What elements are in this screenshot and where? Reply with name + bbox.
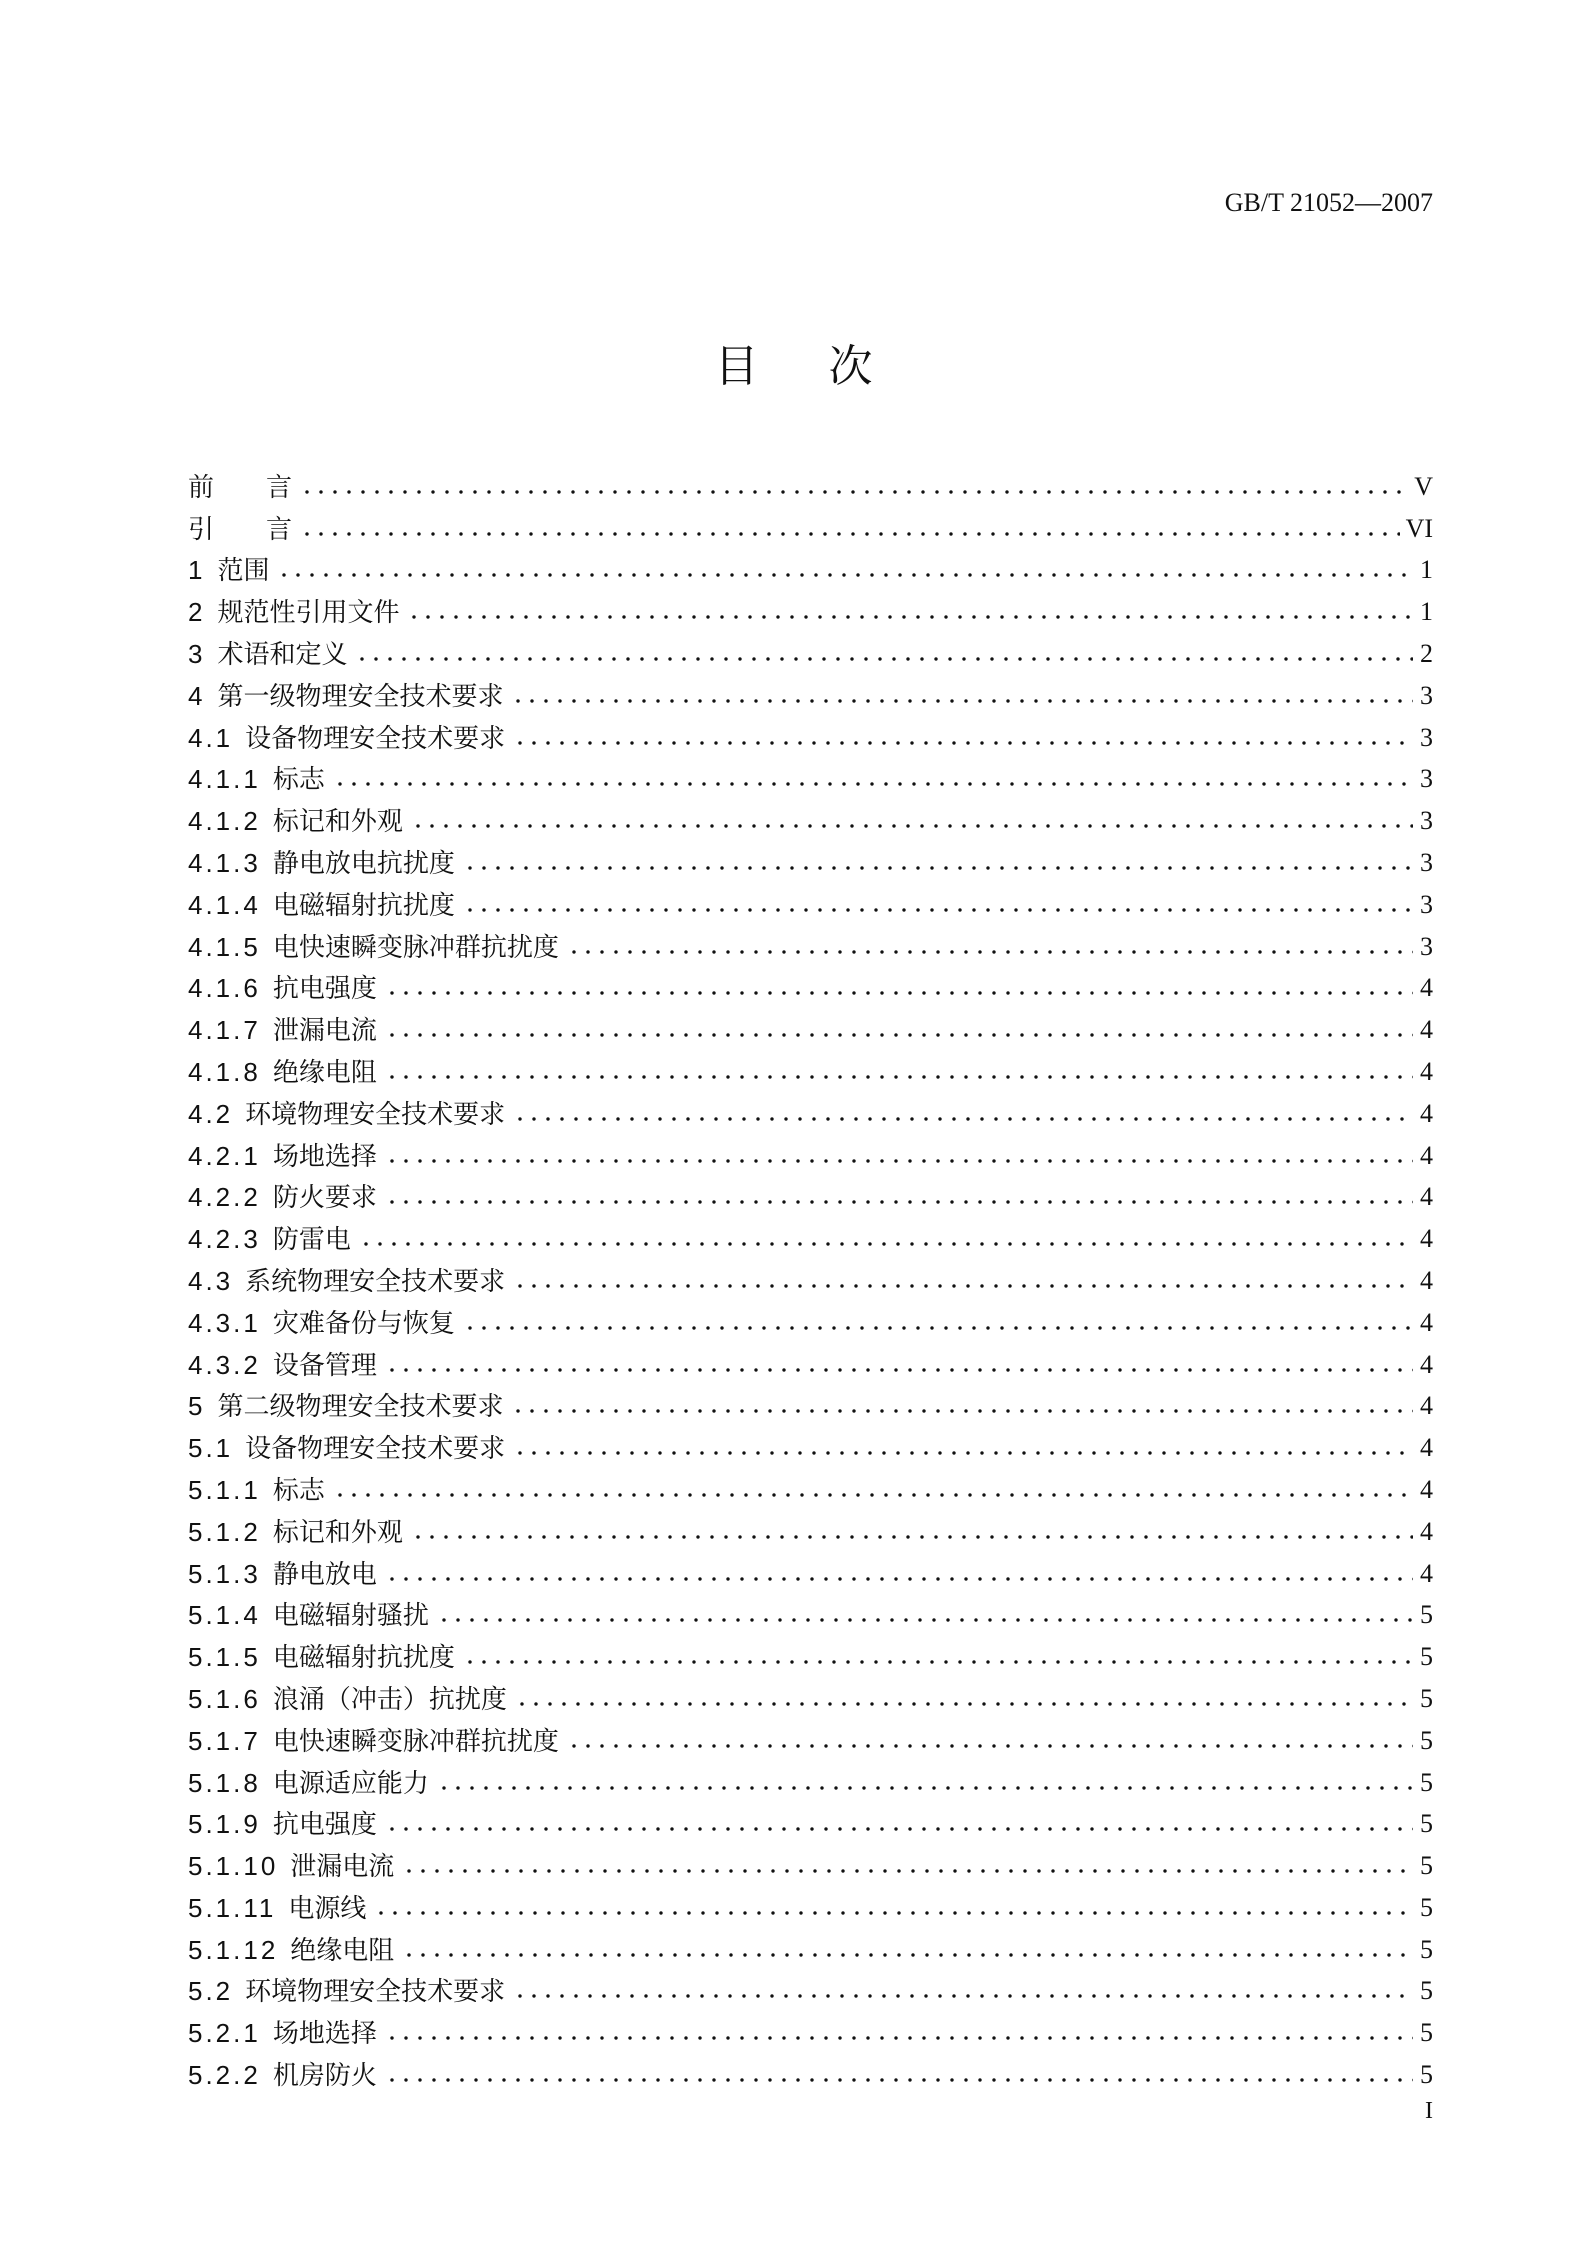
dot-leader [463,1658,1413,1666]
toc-entry-page: 5 [1420,1767,1433,1797]
toc-entry-label: 场地选择 [272,2018,377,2049]
toc-entry-page: 4 [1420,1098,1433,1128]
toc-entry-label: 标志 [272,764,325,795]
toc-entry-label: 标志 [272,1474,325,1505]
toc-entry-number: 5.1.8 [188,1767,261,1798]
toc-entry[interactable] [188,1758,1433,1800]
dot-leader [385,1073,1413,1081]
toc-entry-page: 5 [1420,1642,1433,1672]
toc-entry-label: 设备管理 [272,1349,377,1380]
toc-entry-number: 4 [188,680,206,711]
toc-entry-page: 4 [1420,1182,1433,1212]
toc-entry[interactable] [188,1173,1433,1215]
toc-entry[interactable] [188,1632,1433,1674]
toc-entry-number: 5 [188,1391,206,1422]
toc-entry-label: 绝缘电阻 [290,1934,395,1965]
dot-leader [513,739,1413,747]
dot-leader [385,2076,1413,2084]
toc-entry-number: 5.1.12 [188,1934,279,1965]
toc-entry-label: 泄漏电流 [272,1015,377,1046]
toc-entry[interactable] [188,587,1433,629]
toc-entry-label: 抗电强度 [272,1809,377,1840]
dot-leader [385,1157,1413,1165]
toc-entry[interactable] [188,713,1433,755]
toc-entry-label: 浪涌（冲击）抗扰度 [272,1683,507,1714]
toc-entry-page: 4 [1420,1015,1433,1045]
toc-entry-label: 电磁辐射抗扰度 [272,889,455,920]
toc-entry-label: 灾难备份与恢复 [272,1307,455,1338]
dot-leader [277,571,1413,579]
toc-entry[interactable] [188,504,1433,546]
toc-entry-label: 标记和外观 [272,806,403,837]
dot-leader [567,1742,1413,1750]
toc-entry-number: 2 [188,597,206,628]
toc-entry[interactable] [188,1549,1433,1591]
toc-entry-label: 电磁辐射骚扰 [272,1600,429,1631]
toc-entry-label: 范围 [217,555,270,586]
toc-entry-label: 系统物理安全技术要求 [245,1265,506,1296]
toc-entry-number: 4.1.3 [188,847,261,878]
toc-entry-number: 4.3 [188,1265,234,1296]
toc-entry-label: 防雷电 [272,1224,351,1255]
dot-leader [385,2034,1413,2042]
toc-entry-label: 前 言 [188,471,293,502]
dot-leader [513,1992,1413,2000]
toc-entry-page: 5 [1420,1600,1433,1630]
toc-entry-page: 5 [1420,1809,1433,1839]
toc-entry-number: 4.2.1 [188,1140,261,1171]
dot-leader [333,780,1413,788]
toc-entry-page: 5 [1420,1851,1433,1881]
toc-entry-label: 电源线 [288,1892,367,1923]
toc-entry-label: 标记和外观 [272,1516,403,1547]
toc-entry-page: 5 [1420,2060,1433,2090]
toc-entry-label: 抗电强度 [272,973,377,1004]
dot-leader [300,488,1408,496]
toc-entry-number: 4.1.2 [188,806,261,837]
toc-entry-page: 4 [1420,1558,1433,1588]
toc-entry-page: 4 [1420,1516,1433,1546]
toc-entry-page: VI [1405,513,1433,543]
toc-entry[interactable] [188,462,1433,504]
toc-entry-page: 5 [1420,1934,1433,1964]
toc-entry-label: 第二级物理安全技术要求 [217,1391,504,1422]
toc-entry-number: 5.2.1 [188,2018,261,2049]
toc-entry[interactable] [188,1214,1433,1256]
toc-entry-label: 绝缘电阻 [272,1056,377,1087]
toc-entry-number: 4.1.5 [188,931,261,962]
toc-entry-number: 5.1.7 [188,1725,261,1756]
toc-entry-page: 1 [1420,555,1433,585]
toc-entry[interactable] [188,1716,1433,1758]
toc-entry[interactable] [188,1340,1433,1382]
toc-entry-label: 泄漏电流 [290,1851,395,1882]
toc-entry[interactable] [188,1005,1433,1047]
toc-entry[interactable] [188,1423,1433,1465]
toc-entry-label: 电磁辐射抗扰度 [272,1642,455,1673]
toc-entry-page: 3 [1420,722,1433,752]
table-of-contents [188,462,1433,2092]
toc-entry-page: 2 [1420,638,1433,668]
page-title: 目次 [714,341,943,392]
dot-leader [407,613,1413,621]
toc-entry-number: 5.1.10 [188,1851,279,1882]
dot-leader [385,1825,1413,1833]
toc-entry[interactable] [188,922,1433,964]
toc-entry-number: 5.1.1 [188,1474,261,1505]
toc-entry[interactable] [188,1925,1433,1967]
toc-entry-page: 5 [1420,2018,1433,2048]
dot-leader [333,1491,1413,1499]
toc-entry-number: 4.2.2 [188,1182,261,1213]
dot-leader [437,1784,1413,1792]
toc-entry-number: 3 [188,638,206,669]
toc-entry-label: 静电放电抗扰度 [272,847,455,878]
toc-entry-number: 4.2.3 [188,1224,261,1255]
toc-entry[interactable] [188,796,1433,838]
dot-leader [437,1616,1413,1624]
toc-entry-page: 4 [1420,1224,1433,1254]
toc-entry-label: 第一级物理安全技术要求 [217,680,504,711]
toc-entry[interactable] [188,755,1433,797]
dot-leader [463,906,1413,914]
dot-leader [511,1407,1413,1415]
toc-entry-label: 电快速瞬变脉冲群抗扰度 [272,931,559,962]
dot-leader [359,1240,1413,1248]
toc-entry-label: 防火要求 [272,1182,377,1213]
dot-leader [411,822,1413,830]
toc-entry-number: 4.2 [188,1098,234,1129]
dot-leader [355,655,1413,663]
toc-entry-number: 4.1.1 [188,764,261,795]
toc-entry-label: 电快速瞬变脉冲群抗扰度 [272,1725,559,1756]
toc-entry[interactable] [188,671,1433,713]
toc-entry-number: 5.1.5 [188,1642,261,1673]
toc-entry-number: 4.1.4 [188,889,261,920]
toc-entry-number: 4.1.6 [188,973,261,1004]
dot-leader [411,1533,1413,1541]
toc-entry-label: 机房防火 [272,2060,377,2091]
toc-entry[interactable] [188,1841,1433,1883]
toc-entry-number: 4.1.7 [188,1015,261,1046]
dot-leader [385,1031,1413,1039]
toc-entry-number: 4.3.2 [188,1349,261,1380]
toc-entry-number: 5.2.2 [188,2060,261,2091]
dot-leader [374,1909,1413,1917]
toc-entry[interactable] [188,1465,1433,1507]
toc-entry-number: 4.3.1 [188,1307,261,1338]
toc-entry-number: 5.1.9 [188,1809,261,1840]
toc-entry-label: 静电放电 [272,1558,377,1589]
toc-entry-page: 5 [1420,1725,1433,1755]
toc-entry-page: 4 [1420,1307,1433,1337]
toc-entry[interactable] [188,838,1433,880]
dot-leader [511,697,1413,705]
toc-entry-page: 5 [1420,1976,1433,2006]
toc-entry-number: 5.1.2 [188,1516,261,1547]
toc-entry[interactable] [188,1382,1433,1424]
toc-entry-page: 3 [1420,889,1433,919]
dot-leader [385,989,1413,997]
dot-leader [385,1198,1413,1206]
dot-leader [402,1867,1413,1875]
toc-entry-number: 5.1.6 [188,1683,261,1714]
toc-entry[interactable] [188,629,1433,671]
dot-leader [513,1449,1413,1457]
toc-entry-page: 4 [1420,1265,1433,1295]
toc-entry[interactable] [188,1967,1433,2009]
toc-entry-page: 4 [1420,1474,1433,1504]
toc-entry-number: 5.1.3 [188,1558,261,1589]
toc-entry-label: 引 言 [188,513,293,544]
toc-entry-number: 4.1.8 [188,1056,261,1087]
toc-entry-page: 3 [1420,764,1433,794]
toc-entry-page: 3 [1420,680,1433,710]
toc-entry-label: 设备物理安全技术要求 [245,1433,506,1464]
toc-entry[interactable] [188,1507,1433,1549]
toc-entry[interactable] [188,2050,1433,2092]
toc-entry-number: 4.1 [188,722,234,753]
toc-entry-page: 4 [1420,1349,1433,1379]
page-number: I [1425,2098,1433,2124]
toc-entry[interactable] [188,964,1433,1006]
toc-entry[interactable] [188,1298,1433,1340]
toc-entry[interactable] [188,1131,1433,1173]
toc-entry-page: V [1414,471,1433,501]
toc-entry-label: 环境物理安全技术要求 [245,1098,506,1129]
standard-number: GB/T 21052—2007 [1224,188,1433,217]
toc-entry-label: 场地选择 [272,1140,377,1171]
toc-entry[interactable] [188,880,1433,922]
toc-entry-page: 3 [1420,847,1433,877]
toc-entry[interactable] [188,1256,1433,1298]
toc-entry-page: 5 [1420,1892,1433,1922]
dot-leader [402,1951,1413,1959]
toc-entry-page: 4 [1420,1056,1433,1086]
toc-entry-label: 环境物理安全技术要求 [245,1976,506,2007]
toc-entry-number: 5.1.4 [188,1600,261,1631]
toc-entry-page: 1 [1420,597,1433,627]
toc-entry-page: 4 [1420,1140,1433,1170]
dot-leader [463,1324,1413,1332]
toc-entry-page: 4 [1420,1433,1433,1463]
toc-entry-label: 术语和定义 [217,638,348,669]
dot-leader [463,864,1413,872]
toc-entry-label: 设备物理安全技术要求 [245,722,506,753]
toc-entry-page: 5 [1420,1683,1433,1713]
toc-entry-number: 5.1.11 [188,1892,277,1923]
toc-entry[interactable] [188,1800,1433,1842]
toc-entry-label: 电源适应能力 [272,1767,429,1798]
dot-leader [513,1282,1413,1290]
dot-leader [300,530,1400,538]
toc-entry-number: 5.1 [188,1433,234,1464]
toc-entry[interactable] [188,1047,1433,1089]
toc-entry[interactable] [188,1591,1433,1633]
toc-entry-number: 1 [188,555,206,586]
toc-entry[interactable] [188,1883,1433,1925]
dot-leader [513,1115,1413,1123]
toc-entry-page: 3 [1420,806,1433,836]
dot-leader [385,1366,1413,1374]
toc-entry-label: 规范性引用文件 [217,597,400,628]
toc-entry[interactable] [188,2008,1433,2050]
toc-entry-page: 3 [1420,931,1433,961]
toc-entry[interactable] [188,1674,1433,1716]
toc-entry-number: 5.2 [188,1976,234,2007]
toc-entry[interactable] [188,546,1433,588]
dot-leader [385,1575,1413,1583]
toc-entry-page: 4 [1420,1391,1433,1421]
dot-leader [515,1700,1413,1708]
toc-entry[interactable] [188,1089,1433,1131]
dot-leader [567,948,1413,956]
toc-entry-page: 4 [1420,973,1433,1003]
